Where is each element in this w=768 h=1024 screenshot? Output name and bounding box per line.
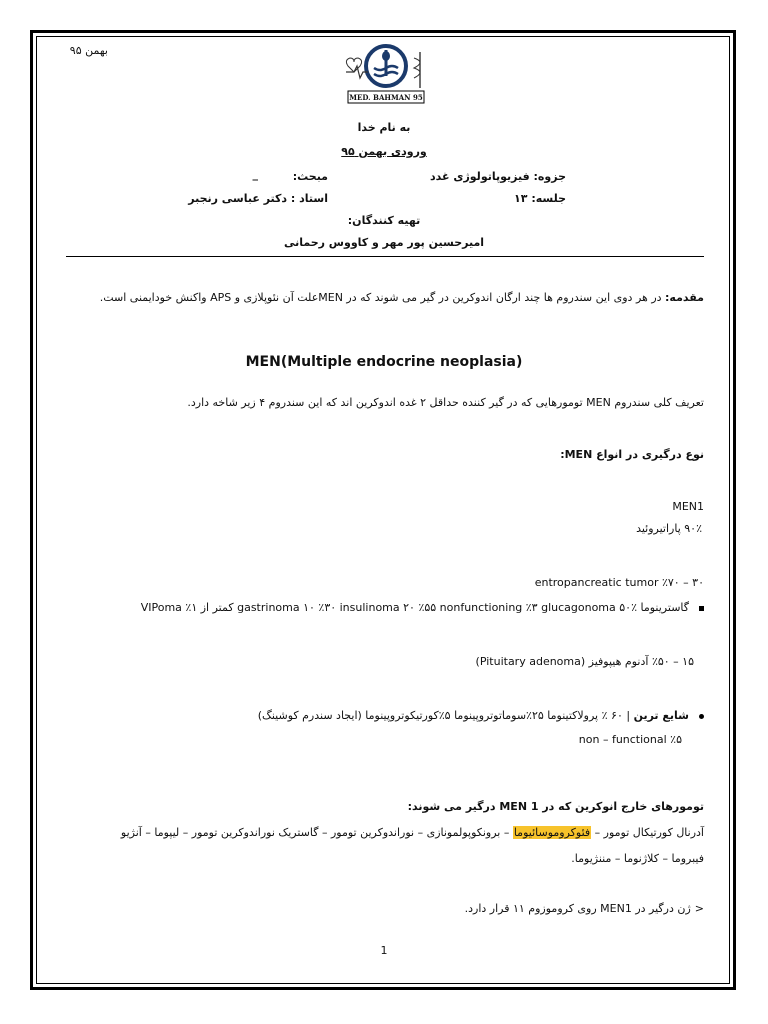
intro-label: مقدمه:	[665, 291, 704, 304]
common-text: | ۶۰ ٪ پرولاکتینوما ۲۵٪سوماتوتروپینوما ۵٪کورتیکوتروپینوما (ایجاد سندرم کوشینگ)	[257, 709, 634, 722]
gene-text: ژن درگیر در MEN1 روی کروموزوم ۱۱ قرار دارد.	[464, 902, 691, 915]
intro-paragraph	[100, 291, 704, 304]
header-date: بهمن ۹۵	[69, 44, 108, 57]
bullet-square-icon	[699, 606, 704, 611]
gene-line	[465, 902, 704, 915]
teacher-label: استاد : دکتر عباسی رنجبر	[188, 192, 328, 205]
extra-heading: تومورهای خارج انوکرین که در MEN 1 درگیر می شوند:	[407, 800, 704, 813]
enteropancreatic-line: entropancreatic tumor ٪۷۰ – ۳۰	[534, 576, 704, 589]
nonfunctional-line: non – functional ٪۵	[578, 733, 682, 746]
extra-line-2: فیبروما – کلاژنوما – مننژیوما.	[571, 852, 704, 865]
page-border-inner	[36, 36, 730, 984]
booklet-label: جزوه: فیزیوپاتولوژی غدد	[430, 170, 566, 183]
definition-paragraph: تعریف کلی سندروم MEN تومورهایی که در گیر کننده حداقل ۲ غده اندوکرین اند که این سندروم ۴ زیر شاخه دارد.	[187, 396, 704, 409]
entry-title: ورودی بهمن ۹۵	[341, 145, 427, 158]
logo-caption: MED. BAHMAN 95	[349, 93, 423, 102]
bismillah: به نام خدا	[357, 121, 411, 134]
page-number: 1	[380, 944, 388, 957]
types-heading: نوع درگیری در انواع MEN:	[560, 448, 704, 461]
session-label: جلسه: ۱۳	[514, 192, 566, 205]
extra-line-1-end: – برونکوپولمونازی – نوراندوکرین تومور – گاستریک نوراندوکرین تومور – لیپوما – آنژیو	[120, 826, 513, 839]
common-item	[258, 709, 704, 722]
highlighted-term: فئوکروموسائیوما	[513, 826, 591, 839]
pancreatic-tumors-text: گاسترینوما ٪۵۰ gastrinoma ۱۰ ٪۳۰ insulinoma ۲۰ ٪۵۵ nonfunctioning ٪۳ glucagonoma کمتر از ۱٪ VIPoma	[140, 601, 689, 614]
preparers-names: امیرحسین پور مهر و کاووس رحمانی	[283, 236, 485, 249]
common-label: شایع ترین	[633, 709, 689, 722]
parathyroid-line: ۹۰٪ پاراتیروئید	[636, 522, 702, 535]
men1-label: MEN1	[672, 500, 704, 513]
preparers-label: تهیه کنندگان:	[347, 214, 421, 227]
arrow-icon: <	[694, 902, 704, 915]
logo	[340, 38, 432, 106]
topic-label: مبحث:	[292, 170, 328, 183]
pancreatic-tumors-item	[141, 601, 704, 614]
header-divider	[66, 256, 704, 257]
section-title: MEN(Multiple endocrine neoplasia)	[245, 354, 523, 370]
bullet-dot-icon	[699, 714, 704, 719]
topic-value: _	[252, 168, 258, 181]
extra-line-1-start: آدرنال کورتیکال تومور –	[591, 826, 704, 839]
pituitary-line: ۱۵ – ٪۵۰ آدنوم هیپوفیز (Pituitary adenoma)	[475, 655, 694, 668]
extra-line-1	[121, 826, 704, 839]
intro-text: در هر دوی این سندروم ها چند ارگان اندوکرین در گیر می شوند که در MENعلت آن نئوپلازی و APS واکنش خودایمنی است.	[99, 291, 666, 304]
